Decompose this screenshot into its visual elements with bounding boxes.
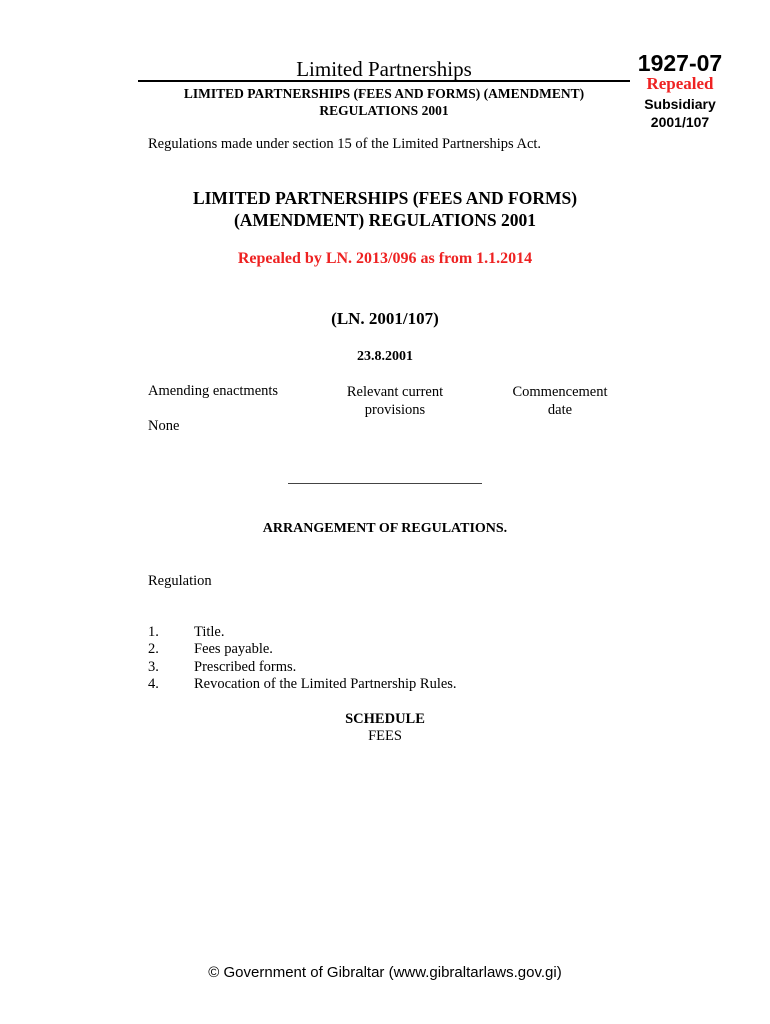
item-number: 1.	[148, 624, 159, 640]
item-number: 4.	[148, 675, 159, 692]
column-label-line2: date	[547, 402, 573, 418]
legal-notice-number: (LN. 2001/107)	[331, 309, 439, 328]
law-reference: 2001/107	[650, 114, 710, 130]
column-header-relevant-provisions	[325, 383, 465, 419]
list-item	[148, 641, 457, 658]
item-text: Fees payable.	[194, 641, 273, 658]
schedule-block	[138, 711, 632, 745]
item-text: Revocation of the Limited Partnership Rules.	[194, 675, 457, 692]
header-title: Limited Partnerships	[296, 57, 472, 81]
column-label: Amending enactments	[148, 383, 279, 399]
enactment-date: 23.8.2001	[357, 349, 413, 364]
schedule-title: FEES	[368, 728, 402, 744]
column-label-line1: Relevant current	[346, 384, 444, 400]
header-subtitle	[138, 85, 630, 119]
item-text: Prescribed forms.	[194, 658, 297, 675]
list-item	[148, 676, 457, 693]
list-item	[148, 624, 457, 641]
table-cell-none: None	[148, 418, 180, 434]
law-number: 1927-07	[637, 50, 723, 76]
item-number: 2.	[148, 641, 159, 658]
regulation-column-label: Regulation	[148, 573, 212, 589]
column-label-line2: provisions	[364, 402, 426, 418]
arrangement-heading: ARRANGEMENT OF REGULATIONS.	[262, 521, 508, 536]
column-label-line1: Commencement	[512, 384, 608, 400]
schedule-heading: SCHEDULE	[345, 711, 425, 727]
main-title-line2: (AMENDMENT) REGULATIONS 2001	[233, 210, 537, 230]
main-title-line1: LIMITED PARTNERSHIPS (FEES AND FORMS)	[192, 188, 578, 208]
main-title	[138, 187, 632, 231]
enabling-text: Regulations made under section 15 of the Limited Partnerships Act.	[148, 136, 542, 152]
repeal-note: Repealed by LN. 2013/096 as from 1.1.2014	[237, 250, 533, 267]
column-header-amending-enactments	[148, 383, 278, 400]
header-subtitle-line2: REGULATIONS 2001	[319, 103, 449, 118]
law-type: Subsidiary	[644, 96, 716, 112]
regulation-list	[148, 624, 457, 693]
header-rule	[138, 80, 630, 82]
header-subtitle-line1: LIMITED PARTNERSHIPS (FEES AND FORMS) (AMENDMENT)	[183, 86, 585, 101]
item-text: Title.	[194, 624, 225, 640]
list-item	[148, 659, 457, 676]
copyright-footer: © Government of Gibraltar (www.gibraltarlaws.gov.gi)	[208, 964, 562, 981]
column-header-commencement-date	[490, 383, 630, 419]
item-number: 3.	[148, 658, 159, 675]
status-badge: Repealed	[646, 74, 714, 93]
section-divider	[288, 483, 482, 484]
